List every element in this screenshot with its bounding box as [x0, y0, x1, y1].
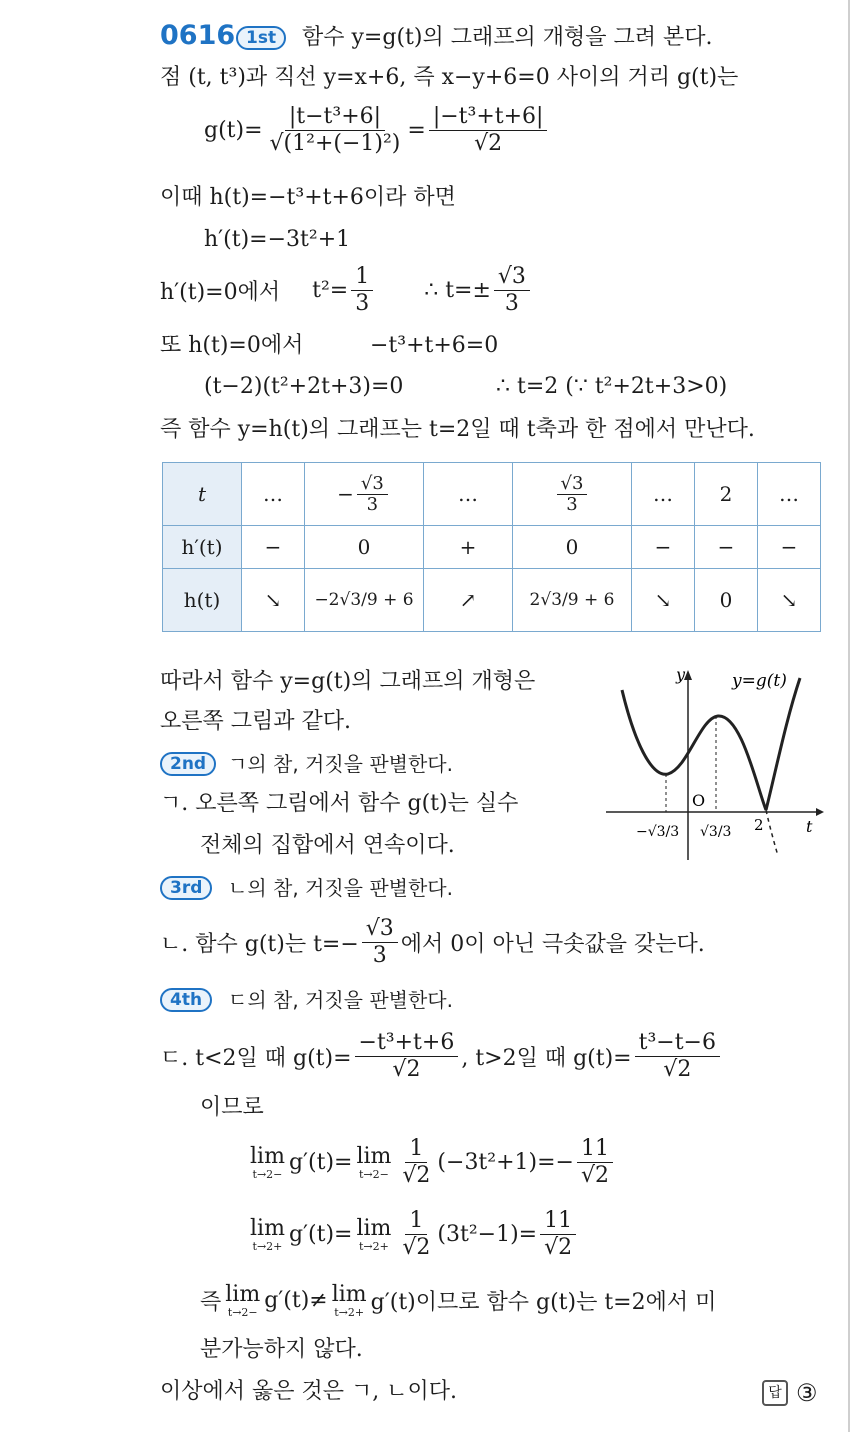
statement-a-line-2: 전체의 집합에서 연속이다. — [200, 833, 455, 858]
table-row-h — [163, 569, 821, 632]
answer-label-icon: 답 — [762, 1380, 788, 1406]
step-2-text: ㄱ의 참, 거짓을 판별한다. — [228, 752, 453, 776]
decreasing-arrow-icon: ↘ — [242, 569, 305, 632]
statement-b-pre: ㄴ. 함수 g(t)는 t=− — [160, 931, 359, 957]
answer — [762, 1379, 818, 1407]
increase-decrease-table — [162, 462, 821, 632]
curve-label: y=g(t) — [732, 671, 787, 691]
one-third — [351, 264, 373, 317]
conclusion-line — [200, 1280, 716, 1320]
eleven-over-root2-right: $\frac{11}{√2}$ — [540, 1208, 576, 1261]
page-edge-line — [848, 0, 850, 1432]
answer-value: ③ — [796, 1379, 818, 1407]
one-third-num: 1 — [351, 264, 373, 291]
t-squared: t²= — [312, 277, 349, 303]
g-fraction-1 — [266, 104, 405, 157]
therefore-t: ∴ t=± — [424, 277, 491, 303]
gprime-left: g′(t)= — [288, 1149, 353, 1175]
increasing-arrow-icon: ↗ — [424, 569, 513, 632]
h-local-max-value: 2√3/9 + 6 — [513, 569, 632, 632]
left-limit-line — [246, 1132, 616, 1192]
problem-number: 0616 — [160, 20, 236, 51]
one-third-den: 3 — [355, 290, 370, 316]
graph-text-line-2: 오른쪽 그림과 같다. — [160, 709, 351, 734]
conclusion-post: g′(t)이므로 함수 g(t)는 t=2에서 미 — [370, 1289, 717, 1315]
h-definition: 이때 h(t)=−t³+t+6이라 하면 — [160, 185, 456, 210]
g-left-piece: $\frac{\text{−t³+t+6}}{√2}$ — [355, 1030, 459, 1083]
factorization: (t−2)(t²+2t+3)=0 — [204, 374, 404, 399]
final-statement: 이상에서 옳은 것은 ㄱ, ㄴ이다. — [160, 1379, 457, 1404]
conclusion-pre: 즉 — [200, 1289, 222, 1315]
table-row-t — [163, 463, 821, 526]
g-lhs: g(t)= — [204, 118, 263, 143]
x-label-two: 2 — [754, 816, 764, 834]
therefore-label: 이므로 — [200, 1095, 264, 1120]
x-label-pos-root: √3/3 — [700, 824, 732, 840]
x-label-neg-root: −√3/3 — [636, 824, 680, 840]
decreasing-arrow-icon: ↘ — [758, 569, 821, 632]
h-prime-formula: h′(t)=−3t²+1 — [204, 227, 351, 252]
decreasing-arrow-icon: ↘ — [632, 569, 695, 632]
statement-c-pre: ㄷ. t<2일 때 g(t)= — [160, 1045, 352, 1071]
g-formula: g(t)= $\frac{\text{|t−t³+6|}}{\text{√(1²+(−1)²)}}$ = $\frac{\text{|−t³+t+6|}}{√2}$ — [204, 104, 550, 157]
conclusion-line-2: 분가능하지 않다. — [200, 1337, 363, 1362]
root3-num: √3 — [494, 264, 530, 291]
gprime-right: g′(t)= — [288, 1221, 353, 1247]
hprime-cell: − — [632, 526, 695, 569]
t-cell: … — [632, 463, 695, 526]
statement-b — [160, 912, 705, 972]
hprime-cell: − — [758, 526, 821, 569]
left-limit-rest: (−3t²+1)=− — [437, 1149, 574, 1175]
lim-left-1: lim t→2− — [250, 1143, 285, 1181]
h-curve-dashed — [766, 810, 778, 856]
origin-label: O — [692, 791, 706, 810]
step-1-tag: 1st — [236, 26, 286, 50]
hprime-cell: 0 — [305, 526, 424, 569]
h-prime-zero-line — [160, 262, 533, 318]
statement-c — [160, 1024, 723, 1088]
graph-text-line-1: 따라서 함수 y=g(t)의 그래프의 개형은 — [160, 669, 536, 694]
y-axis-arrow — [684, 670, 692, 680]
distance-intro: 점 (t, t³)과 직선 y=x+6, 즉 x−y+6=0 사이의 거리 g(t)는 — [160, 65, 739, 90]
statement-b-post: 에서 0이 아닌 극솟값을 갖는다. — [400, 931, 705, 957]
conclusion-lim-right: lim t→2+ — [331, 1281, 367, 1319]
t-cell-neg-root: − $\frac{√3}{3}$ — [305, 463, 424, 526]
conclusion-mid: g′(t)≠ — [264, 1287, 328, 1313]
meets-axis-statement: 즉 함수 y=h(t)의 그래프는 t=2일 때 t축과 한 점에서 만난다. — [160, 417, 755, 442]
h-zero-label: 또 h(t)=0에서 — [160, 333, 304, 358]
t-axis-arrow — [816, 808, 824, 816]
t-cell-two: 2 — [695, 463, 758, 526]
g-frac1-num: |t−t³+6| — [285, 104, 385, 131]
hprime-cell: 0 — [513, 526, 632, 569]
root3-den: 3 — [504, 290, 519, 316]
t-cell: … — [758, 463, 821, 526]
lim-right-1: lim t→2+ — [250, 1215, 285, 1253]
g-right-piece: $\frac{\text{t³−t−6}}{√2}$ — [635, 1030, 720, 1083]
hprime-cell: − — [695, 526, 758, 569]
row-header-h-prime: h′(t) — [163, 526, 242, 569]
step-3-tag: 3rd — [160, 876, 212, 900]
statement-a-line-1: ㄱ. 오른쪽 그림에서 함수 g(t)는 실수 — [160, 791, 519, 816]
t-cell: … — [424, 463, 513, 526]
statement-c-mid: , t>2일 때 g(t)= — [461, 1045, 632, 1071]
g-graph — [596, 660, 836, 870]
h-zero-value: 0 — [695, 569, 758, 632]
one-over-root2-right: $\frac{1}{√2}$ — [402, 1207, 431, 1260]
lim-left-2: lim t→2− — [356, 1143, 392, 1181]
y-axis-label: y — [676, 665, 686, 684]
step-4-tag: 4th — [160, 988, 212, 1012]
g-curve-right — [766, 678, 800, 810]
g-frac1-den: √(1²+(−1)²) — [269, 131, 401, 156]
g-frac2-den: √2 — [474, 131, 503, 156]
table-row-h-prime — [163, 526, 821, 569]
row-header-t: t — [163, 463, 242, 526]
g-frac2-num: |−t³+t+6| — [429, 104, 548, 131]
root3-over-3 — [494, 264, 530, 317]
conclusion-lim-left: lim t→2− — [225, 1281, 261, 1319]
t-cell: … — [242, 463, 305, 526]
h-zero-equation: −t³+t+6=0 — [370, 333, 499, 358]
eleven-over-root2-left: $\frac{11}{√2}$ — [577, 1136, 613, 1189]
t-cell-pos-root: $\frac{√3}{3}$ — [513, 463, 632, 526]
h-prime-zero-label: h′(t)=0에서 — [160, 279, 281, 305]
g-fraction-2 — [429, 104, 548, 157]
factor-result: ∴ t=2 (∵ t²+2t+3>0) — [496, 374, 728, 399]
right-limit-rest: (3t²−1)= — [437, 1221, 538, 1247]
hprime-cell: + — [424, 526, 513, 569]
right-limit-line — [246, 1204, 579, 1264]
step-3-text: ㄴ의 참, 거짓을 판별한다. — [228, 876, 453, 900]
step-2-tag: 2nd — [160, 752, 216, 776]
step-1-text: 함수 y=g(t)의 그래프의 개형을 그려 본다. — [302, 25, 713, 50]
one-over-root2-left: $\frac{1}{√2}$ — [402, 1135, 431, 1188]
lim-right-2: lim t→2+ — [356, 1215, 392, 1253]
h-local-min-value: −2√3/9 + 6 — [305, 569, 424, 632]
step-4-text: ㄷ의 참, 거짓을 판별한다. — [228, 988, 453, 1012]
t-axis-label: t — [806, 817, 813, 836]
hprime-cell: − — [242, 526, 305, 569]
row-header-h: h(t) — [163, 569, 242, 632]
neg-root3-over-3: $\frac{√3}{3}$ — [362, 916, 398, 969]
